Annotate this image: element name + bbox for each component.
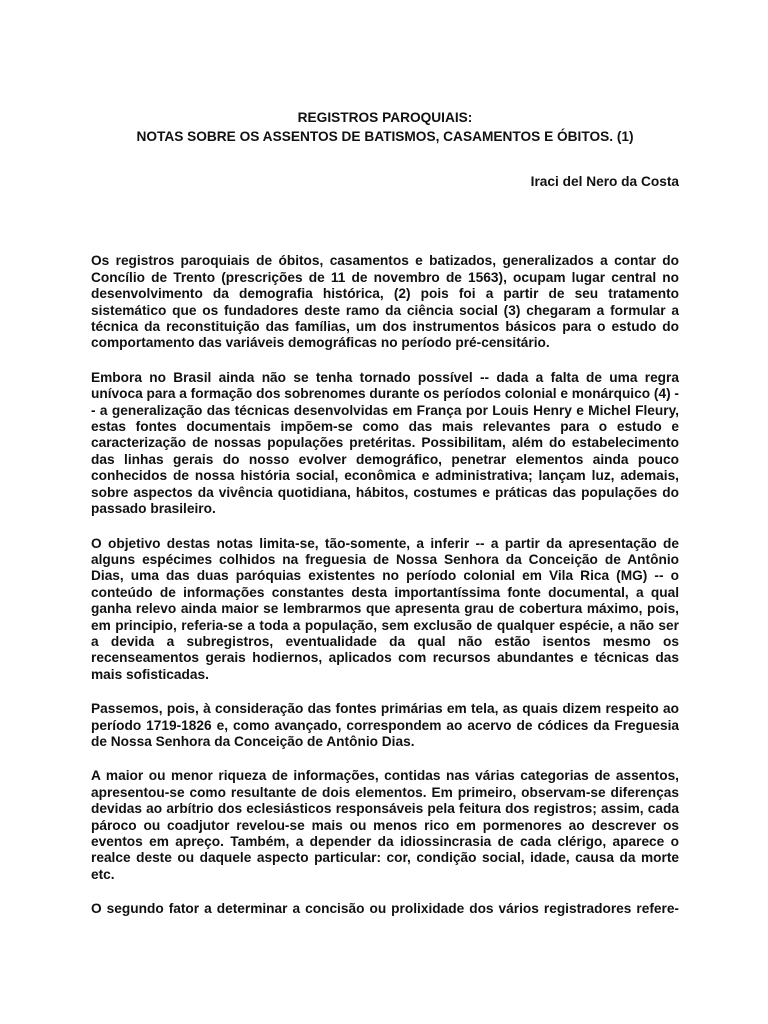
document-title (91, 108, 679, 146)
paragraph-4: Passemos, pois, à consideração das fontes primárias em tela, as quais dizem respeito ao período 1719-1826 e, como avançado, correspondem ao acervo de códices da Freguesia de Nossa Senhora da Conceição de Antônio Dias. (91, 701, 679, 749)
author-name: Iraci del Nero da Costa (530, 174, 679, 189)
title-line-1: REGISTROS PAROQUIAIS: (297, 110, 473, 125)
document-page (91, 108, 679, 936)
body-text (91, 253, 679, 917)
paragraph-1: Os registros paroquiais de óbitos, casamentos e batizados, generalizados a contar do Concílio de Trento (prescrições de 11 de novembro de 1563), ocupam lugar central no desenvolvimento da demografia histórica, (2) pois foi a partir de seu tratamento sistemático que os fundadores deste ramo da ciência social (3) chegaram a formular a técnica da reconstituição das famílias, um dos instrumentos básicos para o estudo do comportamento das variáveis demográficas no período pré-censitário. (91, 253, 679, 351)
paragraph-5: A maior ou menor riqueza de informações, contidas nas várias categorias de assentos, apresentou-se como resultante de dois elementos. Em primeiro, observam-se diferenças devidas ao arbítrio dos eclesiásticos responsáveis pela feitura dos registros; assim, cada pároco ou coadjutor revelou-se mais ou menos rico em pormenores ao descrever os eventos em apreço. Também, a depender da idiossincrasia de cada clérigo, aparece o realce deste ou daquele aspecto particular: cor, condição social, idade, causa da morte etc. (91, 768, 679, 882)
paragraph-2: Embora no Brasil ainda não se tenha tornado possível -- dada a falta de uma regra unívoca para a formação dos sobrenomes durante os períodos colonial e monárquico (4) -- a generalização das técnicas desenvolvidas em França por Louis Henry e Michel Fleury, estas fontes documentais impõem-se como das mais relevantes para o estudo e caracterização de nossas populações pretéritas. Possibilitam, além do estabelecimento das linhas gerais do nosso evolver demográfico, penetrar elementos ainda pouco conhecidos de nossa história social, econômica e administrativa; lançam luz, ademais, sobre aspectos da vivência quotidiana, hábitos, costumes e práticas das populações do passado brasileiro. (91, 369, 679, 517)
paragraph-3: O objetivo destas notas limita-se, tão-somente, a inferir -- a partir da apresentação de alguns espécimes colhidos na freguesia de Nossa Senhora da Conceição de Antônio Dias, uma das duas paróquias existentes no período colonial em Vila Rica (MG) -- o conteúdo de informações constantes desta importantíssima fonte documental, a qual ganha relevo ainda maior se lembrarmos que apresenta grau de cobertura máximo, pois, em principio, referia-se a toda a população, sem exclusão de qualquer espécie, a não ser a devida a subregistros, eventualidade da qual não estão isentos mesmo os recenseamentos gerais hodiernos, aplicados com recursos abundantes e técnicas das mais sofisticadas. (91, 535, 679, 682)
paragraph-6: O segundo fator a determinar a concisão ou prolixidade dos vários registradores refere- (91, 901, 679, 917)
title-line-2: NOTAS SOBRE OS ASSENTOS DE BATISMOS, CASAMENTOS E ÓBITOS. (1) (136, 129, 634, 144)
